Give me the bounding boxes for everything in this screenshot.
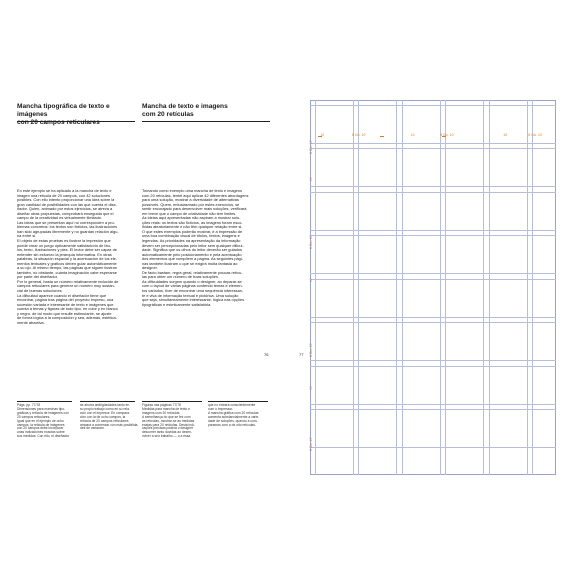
grid-measure-label: 10: [320, 133, 325, 137]
caption-line: se ahorra ambigüedades tanto en: [80, 403, 130, 407]
caption-line: Figuras nas páginas 77/78: [142, 403, 181, 407]
body-line-es: mentos textuales y gráficos deben guiar automáticamente: [17, 260, 117, 266]
grid-measure-label: 10: [410, 133, 415, 137]
caption-line: ción con el impresor. En compara-: [80, 410, 131, 415]
body-line-es: En este ejemplo se ha aplicado a la mancha de texto e: [17, 188, 112, 193]
body-line-pt: As ideias aqui apresentadas não aspiram a mostrar solu-: [142, 215, 241, 221]
grid-measure-tick: [380, 136, 384, 137]
grid-column-line: [483, 100, 484, 475]
grid-measure-label-vertical: 8 Cic. 10': [309, 139, 313, 154]
body-line-pt: O que estes exemplos poderão mostrar, é a impressão de: [142, 228, 243, 234]
grid-column-line: [315, 100, 316, 475]
grid-column-line: [445, 100, 446, 475]
caption-line: campos, la retícula de imágenes: [17, 422, 65, 427]
caption-line: Dimensiones para manchas tipo-: [17, 406, 66, 411]
caption-line: su propio trabajo como en su rela-: [80, 406, 131, 411]
caption-pt-1: [142, 404, 206, 439]
caption-line: con 20 campos debe incorporar: [17, 426, 64, 431]
body-line-es: El objeto de estas pruebas es ilustrar la impresión que: [17, 238, 111, 244]
body-line-pt: uma boa combinação visual de títulos, textos, imagens e: [142, 233, 240, 239]
heading-es-line: Mancha tipográfica de texto e imágenes: [17, 103, 110, 119]
body-line-es: mente atractiva.: [17, 319, 45, 325]
body-line-es: entender sin esfuerzo la jerarquía informativa. En otras: [17, 251, 112, 257]
body-line-pt: te e viva de informação textual e pictórica. Uma solução: [142, 292, 239, 298]
body-line-es: y negro, de tal modo que resulte estimulante, se ajuste: [17, 310, 112, 316]
caption-line: aumenta substancialmente a varie-: [208, 414, 260, 419]
caption-es-2: [80, 404, 140, 431]
grid-column-line: [489, 100, 490, 475]
grid-row-line: [310, 192, 556, 193]
grid-measure-tick: [442, 136, 446, 137]
grid-measure-label: 8 Cic. 10': [528, 133, 543, 137]
body-line-es: gran cantidad de posibilidades con las que cuenta el dise-: [17, 201, 117, 207]
caption-line: A semelhança do que se fez com: [142, 414, 191, 419]
body-line-es: también, no obstante, cuánta imaginación cabe esperarse: [17, 269, 117, 275]
body-line-pt: possíveis. Quem, entusiasmado por estes exercícios, se: [142, 201, 240, 207]
caption-line: cações precisas poderá o designer: [142, 426, 194, 431]
grid-row-line: [310, 105, 556, 106]
body-line-pt: las para obter um número de boas soluções.: [142, 274, 219, 280]
body-line-pt: em breve que o campo de criatividade não tem limites.: [142, 210, 237, 216]
body-line-es: los, texto, ilustraciones y pies. El lector debe ser capaz de: [17, 247, 117, 253]
grid-row-line: [310, 360, 556, 361]
grid-column-line: [402, 100, 403, 475]
body-line-es: diseñar otras propuestas, comprobará enseguida que el: [17, 210, 114, 216]
grid-measure-label-vertical: 8 Cic. 10': [309, 234, 313, 249]
body-line-pt: sentir encorajado para desenvolver mais soluções, verificará: [142, 206, 247, 212]
caption-line: ción con la de ocho campos, la: [80, 414, 126, 419]
body-line-pt: que seja, simultaneamente interessante, lógica nas opções: [142, 297, 245, 303]
body-line-pt: legendas. As prioridades na apresentação da informação: [142, 238, 241, 244]
grid-measure-label-vertical: 10: [309, 386, 313, 391]
grid-column-line: [527, 100, 528, 475]
caption-rule-4: [208, 401, 268, 402]
grid-type-area: [310, 100, 556, 475]
grid-row-line: [310, 186, 556, 187]
grid-row-line: [310, 366, 556, 367]
grid-row-line: [310, 404, 556, 405]
caption-line: volver a seu trabalho — o a essa: [142, 434, 191, 439]
grid-row-line: [310, 322, 556, 323]
body-line-es: La dificultad aparece cuando el diseñador tiene que: [17, 292, 107, 298]
body-line-pt: Tomando como exemplo uma mancha de texto e imagens: [142, 188, 242, 193]
heading-pt: [142, 103, 270, 119]
body-line-es: campos reticulares para generar un número muy sustan-: [17, 283, 115, 289]
body-line-es: han sido agrupadas libremente y no guardan relación algu-: [17, 228, 119, 234]
heading-rule-es: [17, 121, 135, 122]
body-line-es: na entre sí.: [17, 233, 37, 239]
caption-line: paramos com a de oito retículas.: [208, 422, 256, 427]
body-line-pt: tipográficas e esteticamente satisfatória.: [142, 301, 212, 307]
body-line-pt: designer.: [142, 265, 158, 271]
caption-line: unas indicaciones exactas sobre: [17, 430, 65, 435]
body-line-pt: nas também ilustram o que se exigirá muita fantasia ao: [142, 260, 238, 266]
caption-line: exatas para 20 retículas. Desta indi-: [142, 422, 195, 427]
grid-measure-label-vertical: 8 Cic. 10': [309, 436, 313, 451]
caption-es-1: [17, 404, 77, 439]
caption-line: que no entrará conscientemente: [208, 403, 256, 407]
caption-line: imagens com 20 retículas: [142, 410, 180, 415]
body-line-es: por parte del diseñador.: [17, 274, 58, 280]
grid-measure-label-vertical: 8 Cic. 10': [309, 342, 313, 357]
body-line-es: ñador. Quien, animado por estos ejercicios, se atreva a: [17, 206, 113, 212]
body-line-es: blemas concretos: los textos son ficticios, las ilustraciones: [17, 224, 118, 230]
body-line-es: cial de buenas soluciones.: [17, 288, 63, 294]
body-line-pt: As dificuldades surgem quando o designer, ao deparar-se: [142, 278, 242, 284]
grid-measure-tick: [318, 136, 322, 137]
grid-row-line: [310, 148, 556, 149]
caption-line: Págs. pp. 77/78: [17, 403, 41, 407]
body-line-es: Por lo general, basta un número relativamente reducido de: [17, 278, 119, 284]
body-line-pt: devem ser percepcionadas pelo leitor sem qualquer dificul-: [142, 242, 244, 248]
grid-column-line: [532, 100, 533, 475]
heading-rule-pt: [142, 121, 270, 122]
body-text-pt: [142, 189, 268, 307]
body-line-es: campo de la creatividad es virtualmente ilimitado.: [17, 215, 102, 221]
grid-row-line: [310, 317, 556, 318]
grid-row-line: [310, 409, 556, 410]
heading-pt-line: com 20 retículas: [142, 111, 194, 119]
grid-column-line: [358, 100, 359, 475]
body-line-es: encontrar, página tras página del proyecto impreso, una: [17, 297, 114, 303]
caption-line: Medidas para mancha de texto e: [142, 406, 191, 411]
grid-diagram: [310, 100, 556, 475]
grid-column-line: [396, 100, 397, 475]
body-line-pt: De facto bastam, regra geral, relativamente poucas retícu-: [142, 269, 243, 275]
grid-row-line: [310, 235, 556, 236]
caption-rule-3: [142, 401, 202, 402]
caption-line: Igual que en el ejemplo de ocho: [17, 418, 64, 423]
heading-es-line: con 20 campos reticulares: [17, 119, 100, 127]
caption-line: des de variación.: [80, 426, 105, 431]
body-line-pt: para uma solução, mostrar a diversidade de alternativas: [142, 197, 239, 203]
grid-measure-label-vertical: 10: [309, 177, 313, 181]
caption-line: as retículas, mostrar-se as medidas: [142, 418, 195, 423]
page-number-left: 76: [264, 352, 269, 357]
body-line-pt: ções reais: os textos são fictícios, as imagens foram esco-: [142, 219, 243, 225]
grid-row-line: [310, 143, 556, 144]
page-number-right: 77: [299, 352, 304, 357]
grid-measure-label: 8 Cic. 10': [440, 133, 455, 137]
caption-rule-1: [17, 401, 72, 402]
caption-line: gráficas y retícula de imágenes con: [17, 410, 69, 415]
caption-pt-2: [208, 404, 270, 427]
caption-line: dade de soluções, quando a com-: [208, 418, 258, 423]
caption-line: sus medidas. Con ello, el diseñador: [17, 434, 70, 439]
body-text-es: [17, 189, 137, 325]
grid-measure-label-vertical: 10: [309, 278, 313, 283]
body-line-es: puede crear un juego ópticamente satisfactorio de títu-: [17, 242, 112, 248]
body-line-es: de forma lógica a la composición y sea, además, estética-: [17, 315, 117, 321]
heading-pt-line: Mancha de texto e imagens: [142, 103, 228, 110]
caption-line: ampara a comenzar con más posibilida-: [80, 422, 139, 427]
body-line-es: posibles. Con ello intento proporcionar una idea sobre la: [17, 197, 115, 203]
grid-row-line: [310, 230, 556, 231]
caption-line: com o impressor.: [208, 406, 234, 411]
grid-row-line: [309, 278, 556, 283]
grid-measure-label: 8 Cic. 10': [352, 133, 367, 137]
grid-column-line: [353, 100, 354, 475]
body-line-pt: dos elementos que compõem a página. As seguintes pági-: [142, 256, 244, 262]
body-line-pt: automaticamente pelo posicionamento e pela acentuação: [142, 251, 242, 257]
body-line-es: cuenta a temas y figuras de todo tipo, en color y en blanco: [17, 306, 118, 312]
body-line-es: sucesión variada e interesante de texto e imágenes que: [17, 301, 114, 307]
body-line-pt: com o layout de várias páginas contendo temas e elemen-: [142, 283, 243, 289]
body-line-pt: tos variados, tiver de encontrar uma sequência interessan-: [142, 288, 244, 294]
body-line-pt: com 20 retículas, tentei aqui aplicar 42 diferentes abordagens: [142, 192, 249, 198]
caption-rule-2: [80, 401, 135, 402]
grid-measure-label: 10: [503, 133, 507, 137]
grid-row-line: [310, 447, 556, 448]
body-line-pt: lhidas aleatoriamente e não têm qualquer relação entre si.: [142, 224, 243, 230]
caption-line: retícula de 20 campos reticulares: [80, 418, 129, 423]
grid-row-line: [310, 273, 556, 274]
body-line-es: a su ojo. Al mismo tiempo, las páginas que siguen ilustran: [17, 265, 117, 271]
body-line-pt: dade. Significa que os olhos do leitor deverão ser guiados: [142, 247, 242, 253]
body-line-es: palabras, la situación espacial y la acentuación de los ele-: [17, 256, 118, 262]
caption-line: 20 campos reticulares.: [17, 414, 51, 419]
body-line-es: imagen una retícula de 20 campos, con 42 soluciones: [17, 192, 111, 198]
caption-line: A mancha gráfica com 20 retículas: [208, 410, 259, 415]
body-line-es: Las ideas que se presentan aquí no corresponden a pro-: [17, 219, 115, 225]
heading-es: [17, 103, 135, 128]
caption-line: descorrer tanto dúvidas ao desen-: [142, 430, 193, 435]
grid-column-line: [440, 100, 441, 475]
